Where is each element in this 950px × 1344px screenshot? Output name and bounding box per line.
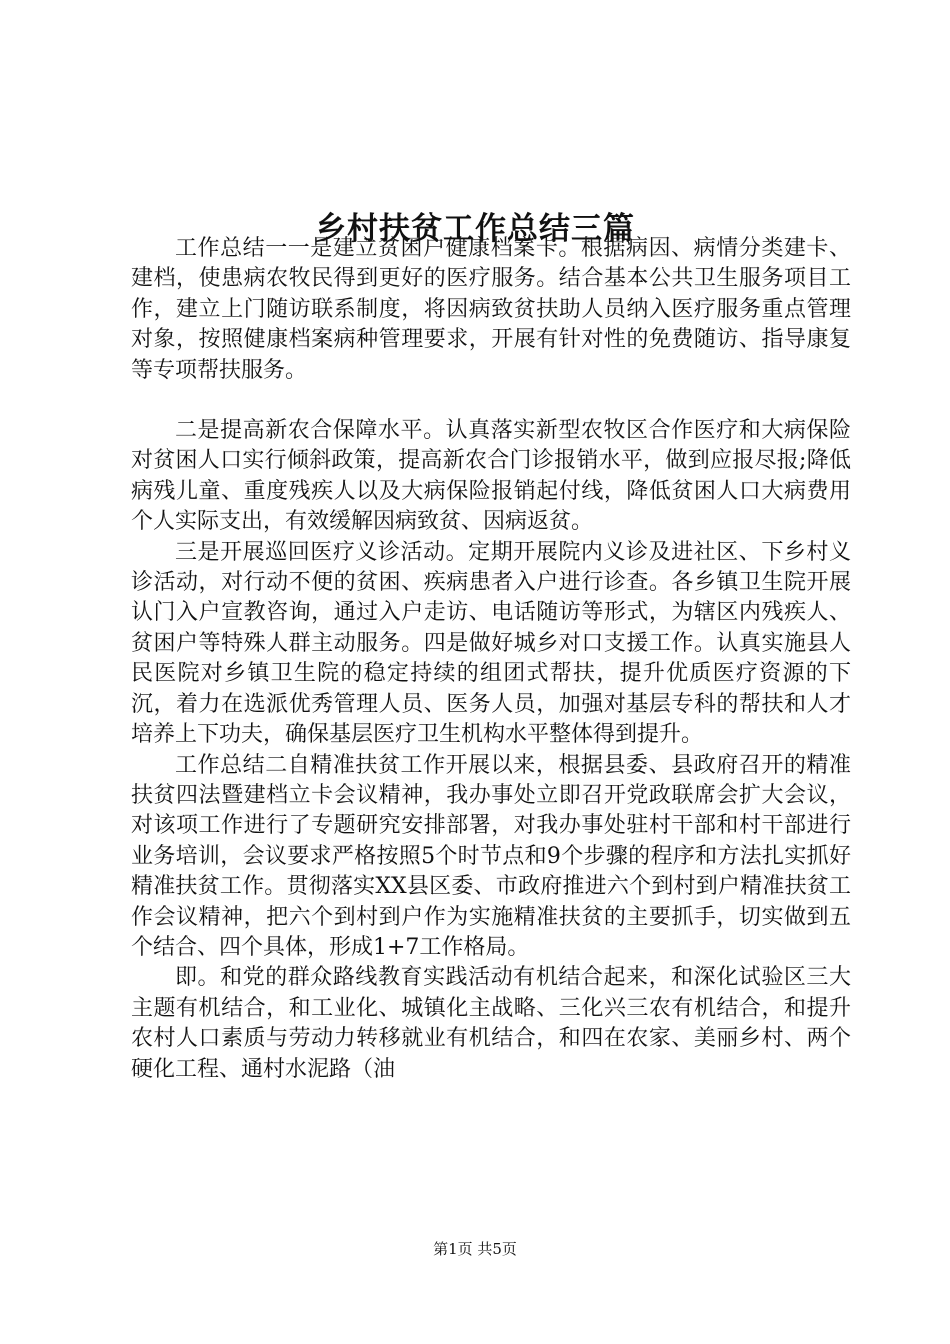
page-number-footer: 第1页 共5页	[433, 1240, 517, 1258]
paragraph-1: 工作总结一一是建立贫困户健康档案卡。根据病因、病情分类建卡、建档，使患病农牧民得到更好的医疗服务。结合基本公共卫生服务项目工作，建立上门随访联系制度，将因病致贫扶助人员纳入医疗服务重点管理对象，按照健康档案病种管理要求，开展有针对性的免费随访、指导康复等专项帮扶服务。	[131, 236, 851, 383]
paragraph-3: 三是开展巡回医疗义诊活动。定期开展院内义诊及进社区、下乡村义诊活动，对行动不便的贫困、疾病患者入户进行诊查。各乡镇卫生院开展认门入户宣教咨询，通过入户走访、电话随访等形式，为辖区内残疾人、贫困户等特殊人群主动服务。四是做好城乡对口支援工作。认真实施县人民医院对乡镇卫生院的稳定持续的组团式帮扶，提升优质医疗资源的下沉，着力在选派优秀管理人员、医务人员，加强对基层专科的帮扶和人才培养上下功夫，确保基层医疗卫生机构水平整体得到提升。	[131, 539, 851, 748]
document-title: 乡村扶贫工作总结三篇	[315, 210, 635, 247]
paragraph-4: 工作总结二自精准扶贫工作开展以来，根据县委、县政府召开的精准扶贫四法暨建档立卡会议精神，我办事处立即召开党政联席会扩大会议，对该项工作进行了专题研究安排部署，对我办事处驻村干部和村干部进行业务培训，会议要求严格按照5个时节点和9个步骤的程序和方法扎实抓好精准扶贫工作。贯彻落实XX县区委、市政府推进六个到村到户精准扶贫工作会议精神，把六个到村到户作为实施精准扶贫的主要抓手，切实做到五个结合、四个具体，形成1+7工作格局。	[131, 752, 851, 960]
paragraph-5: 即。和党的群众路线教育实践活动有机结合起来，和深化试验区三大主题有机结合，和工业化、城镇化主战略、三化兴三农有机结合，和提升农村人口素质与劳动力转移就业有机结合，和四在农家、美丽乡村、两个硬化工程、通村水泥路（油	[131, 965, 851, 1082]
document-body	[131, 234, 851, 1085]
paragraph-2: 二是提高新农合保障水平。认真落实新型农牧区合作医疗和大病保险对贫困人口实行倾斜政策，提高新农合门诊报销水平，做到应报尽报;降低病残儿童、重度残疾人以及大病保险报销起付线，降低贫困人口大病费用个人实际支出，有效缓解因病致贫、因病返贫。	[131, 418, 851, 535]
